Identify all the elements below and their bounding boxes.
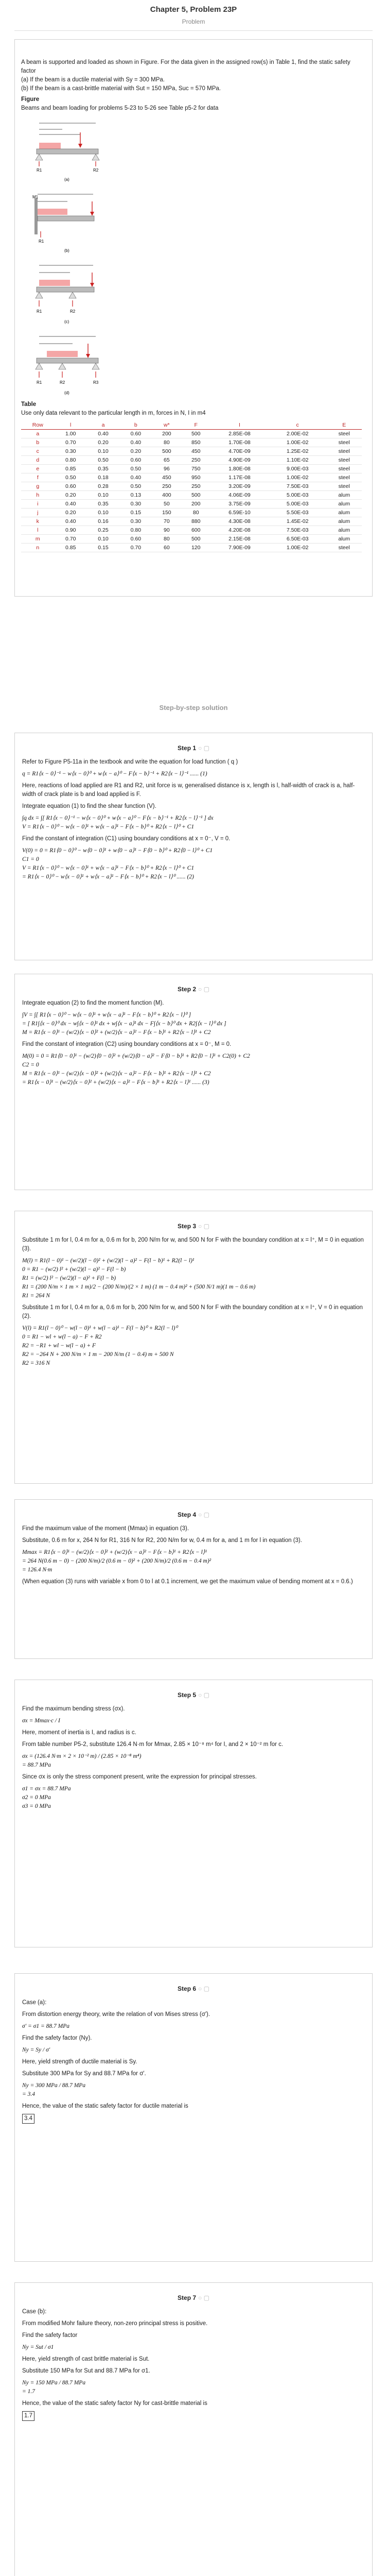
table-cell: 70 bbox=[152, 517, 181, 526]
table-cell: steel bbox=[326, 544, 362, 552]
equation-line: σ1 = σx = 88.7 MPa bbox=[22, 1786, 71, 1792]
table-cell: 0.85 bbox=[55, 544, 87, 552]
step-status-icon: ○ ▢ bbox=[198, 1511, 209, 1518]
equation-line: M(0) = 0 = R1⟨0 − 0⟩¹ − (w/2)⟨0 − 0⟩² + (w/2)⟨0 − a⟩² − F⟨0 − b⟩¹ + R2⟨0 − l⟩¹ + C2(0) + C2 bbox=[22, 1053, 250, 1059]
table-header-cell: b bbox=[119, 421, 152, 430]
table-row bbox=[21, 465, 362, 473]
table-cell: 0.50 bbox=[119, 482, 152, 491]
equation-line: R2 = −264 N + 200 N/m × 1 m − 200 N/m (1 − 0.4) m + 500 N bbox=[22, 1351, 174, 1358]
step-status-icon: ○ ▢ bbox=[198, 1691, 209, 1699]
text-line: Here, reactions of load applied are R1 and R2, unit force is w, generalised distance is x, length is l, half-width of crack is a, half-width of crack plate is b and load applied is F. bbox=[22, 783, 355, 798]
table-cell: 6.59E-10 bbox=[210, 509, 269, 517]
table-row bbox=[21, 482, 362, 491]
table-cell: 250 bbox=[181, 482, 210, 491]
table-cell: 0.40 bbox=[55, 500, 87, 509]
beam-figure-a bbox=[31, 117, 109, 184]
table-cell: alum bbox=[326, 535, 362, 544]
svg-text:R2: R2 bbox=[93, 168, 99, 173]
text-line: Here, yield strength of cast brittle material is Sut. bbox=[22, 2356, 150, 2362]
text-line: Substitute, 0.6 m for x, 264 N for R1, 316 N for R2, 200 N/m for w, 0.4 m for a, and 1 m for l in equation (3). bbox=[22, 1537, 302, 1544]
svg-text:R1: R1 bbox=[37, 309, 42, 314]
equation-line: Ny = 150 MPa / 88.7 MPa bbox=[22, 2380, 86, 2386]
equation-line: V = R1⟨x − 0⟩⁰ − w⟨x − 0⟩¹ + w⟨x − a⟩¹ − F⟨x − b⟩⁰ + R2⟨x − l⟩⁰ + C1 bbox=[22, 865, 195, 871]
equation-line: M = R1⟨x − 0⟩¹ − (w/2)⟨x − 0⟩² + (w/2)⟨x − a⟩² − F⟨x − b⟩¹ + R2⟨x − l⟩¹ + C2 bbox=[22, 1071, 211, 1077]
table-cell: 0.15 bbox=[87, 544, 119, 552]
equation-line: = 1.7 bbox=[22, 2388, 36, 2395]
equation-line: = [ R1∫⟨x − 0⟩⁰ dx − w∫⟨x − 0⟩¹ dx + w∫⟨x − a⟩¹ dx − F∫⟨x − b⟩⁰ dx + R2∫⟨x − l⟩⁰ dx ] bbox=[22, 1021, 226, 1027]
table-cell: 1.00E-02 bbox=[269, 438, 327, 447]
text-line: (When equation (3) runs with variable x from 0 to l at 0.1 increment, we get the maximum value of bending moment at x = 0.6.) bbox=[22, 1579, 353, 1585]
table-cell: 0.35 bbox=[87, 500, 119, 509]
table-cell: 1.00E-02 bbox=[269, 544, 327, 552]
table-cell: 0.30 bbox=[55, 447, 87, 456]
equation-line: 0 = R1 − wl + w(l − a) − F + R2 bbox=[22, 1334, 102, 1340]
text-line: From distortion energy theory, write the relation of von Mises stress (σ′). bbox=[22, 2011, 210, 2018]
table-cell: steel bbox=[326, 438, 362, 447]
table-caption: Use only data relevant to the particular length in m, forces in N, I in m4 bbox=[21, 410, 206, 416]
equation-line: V = R1⟨x − 0⟩⁰ − w⟨x − 0⟩¹ + w⟨x − a⟩¹ − F⟨x − b⟩⁰ + R2⟨x − l⟩⁰ + C1 bbox=[22, 824, 195, 830]
table-cell: 6.50E-03 bbox=[269, 535, 327, 544]
fig-d-label: (d) bbox=[64, 391, 69, 395]
page-title: Chapter 5, Problem 23P bbox=[150, 5, 237, 14]
table-cell: 0.40 bbox=[119, 438, 152, 447]
table-cell: c bbox=[21, 447, 55, 456]
table-cell: alum bbox=[326, 526, 362, 535]
figure-label: Figure bbox=[21, 96, 40, 103]
table-cell: 120 bbox=[181, 544, 210, 552]
equation-line: R1 = (200 N/m × 1 m × 1 m)/2 − (200 N/m)/(2 × 1 m) (1 m − 0.4 m)² + (500 N/1 m)(1 m − 0.6 m) bbox=[22, 1284, 256, 1290]
table-cell: 0.60 bbox=[119, 430, 152, 438]
table-cell: 0.80 bbox=[119, 526, 152, 535]
table-header-cell: F bbox=[181, 421, 210, 430]
table-cell: 90 bbox=[152, 526, 181, 535]
table-cell: 4.20E-08 bbox=[210, 526, 269, 535]
table-cell: 0.10 bbox=[87, 447, 119, 456]
table-cell: 5.50E-03 bbox=[269, 509, 327, 517]
table-cell: 0.90 bbox=[55, 526, 87, 535]
table-cell: 0.50 bbox=[55, 473, 87, 482]
beam-figure-d bbox=[31, 330, 109, 397]
table-cell: 0.13 bbox=[119, 491, 152, 500]
table-cell: 0.20 bbox=[55, 491, 87, 500]
table-cell: 200 bbox=[181, 500, 210, 509]
table-cell: alum bbox=[326, 491, 362, 500]
table-row bbox=[21, 517, 362, 526]
table-cell: 250 bbox=[152, 482, 181, 491]
equation-line: σx = Mmax·c / I bbox=[22, 1718, 60, 1724]
table-cell: 5.00E-03 bbox=[269, 500, 327, 509]
svg-text:R1: R1 bbox=[37, 380, 42, 385]
step-card bbox=[14, 2282, 373, 2576]
table-cell: 450 bbox=[152, 473, 181, 482]
text-line: Find the constant of integration (C1) using boundary conditions at x = 0⁻, V = 0. bbox=[22, 836, 231, 842]
table-cell: steel bbox=[326, 473, 362, 482]
table-cell: steel bbox=[326, 456, 362, 465]
table-cell: 0.10 bbox=[87, 535, 119, 544]
text-line: Find the safety factor (Ny). bbox=[22, 2035, 92, 2041]
table-header-cell: E bbox=[326, 421, 362, 430]
svg-text:R2: R2 bbox=[60, 380, 65, 385]
table-cell: d bbox=[21, 456, 55, 465]
step-title: Step 2 bbox=[178, 986, 197, 993]
table-cell: 3.75E-09 bbox=[210, 500, 269, 509]
problem-subtitle: Problem bbox=[182, 18, 205, 25]
table-cell: i bbox=[21, 500, 55, 509]
table-cell: l bbox=[21, 526, 55, 535]
text-line: Integrate equation (2) to find the moment function (M). bbox=[22, 1000, 164, 1006]
table-cell: 0.60 bbox=[55, 482, 87, 491]
svg-text:R1: R1 bbox=[37, 168, 42, 173]
table-cell: 0.30 bbox=[119, 500, 152, 509]
step-card bbox=[14, 733, 373, 960]
table-cell: 5.00E-03 bbox=[269, 491, 327, 500]
table-cell: 4.06E-09 bbox=[210, 491, 269, 500]
table-cell: steel bbox=[326, 430, 362, 438]
table-cell: 500 bbox=[152, 447, 181, 456]
table-cell: 0.70 bbox=[119, 544, 152, 552]
svg-text:R2: R2 bbox=[70, 309, 76, 314]
equation-line: = 264 N(0.6 m − 0) − (200 N/m)/2 (0.6 m − 0)² + (200 N/m)/2 (0.6 m − 0.4 m)² bbox=[22, 1558, 212, 1564]
text-line: Here, yield strength of ductile material is Sy. bbox=[22, 2059, 137, 2065]
equation-line: M = R1⟨x − 0⟩¹ − (w/2)⟨x − 0⟩² + (w/2)⟨x − a⟩² − F⟨x − b⟩¹ + R2⟨x − l⟩¹ + C2 bbox=[22, 1029, 211, 1036]
equation-line: Ny = Sy / σ′ bbox=[22, 2047, 50, 2053]
text-line: Substitute 1 m for l, 0.4 m for a, 0.6 m for b, 200 N/m for w, and 500 N for F with the boundary condition at x = l⁺, M = 0 in equation (3). bbox=[22, 1237, 364, 1252]
table-cell: 0.40 bbox=[87, 430, 119, 438]
table-cell: 600 bbox=[181, 526, 210, 535]
table-header-cell: I bbox=[210, 421, 269, 430]
text-line: Find the maximum bending stress (σx). bbox=[22, 1706, 125, 1712]
table-cell: alum bbox=[326, 509, 362, 517]
table-cell: k bbox=[21, 517, 55, 526]
table-cell: 0.35 bbox=[87, 465, 119, 473]
table-header-cell: a bbox=[87, 421, 119, 430]
equation-line: Ny = Sut / σ1 bbox=[22, 2344, 54, 2350]
table-cell: 0.20 bbox=[119, 447, 152, 456]
equation-line: = 126.4 N·m bbox=[22, 1567, 52, 1573]
table-cell: 0.60 bbox=[119, 535, 152, 544]
step-title: Step 7 bbox=[178, 2294, 197, 2301]
svg-text:R1: R1 bbox=[39, 239, 44, 244]
text-line: Here, moment of inertia is I, and radius is c. bbox=[22, 1730, 136, 1736]
table-cell: 80 bbox=[152, 438, 181, 447]
table-cell: 880 bbox=[181, 517, 210, 526]
text-line: Find the safety factor bbox=[22, 2332, 78, 2338]
step-title: Step 1 bbox=[178, 744, 197, 752]
table-cell: 0.10 bbox=[87, 509, 119, 517]
table-cell: 9.00E-03 bbox=[269, 465, 327, 473]
table-cell: 0.70 bbox=[55, 438, 87, 447]
table-cell: 0.85 bbox=[55, 465, 87, 473]
equation-line: Mmax = R1⟨x − 0⟩¹ − (w/2)⟨x − 0⟩² + (w/2)⟨x − a⟩² − F⟨x − b⟩¹ + R2⟨x − l⟩¹ bbox=[22, 1549, 207, 1555]
equation-line: 0 = R1 − (w/2) l² + (w/2)(l − a)² − F(l − b) bbox=[22, 1266, 126, 1273]
table-cell: 750 bbox=[181, 465, 210, 473]
step-card bbox=[14, 974, 373, 1190]
table-cell: 1.00E-02 bbox=[269, 473, 327, 482]
table-cell: 1.70E-08 bbox=[210, 438, 269, 447]
table-cell: 950 bbox=[181, 473, 210, 482]
text-line: Integrate equation (1) to find the shear function (V). bbox=[22, 803, 156, 809]
table-cell: 1.10E-02 bbox=[269, 456, 327, 465]
fig-b-label: (b) bbox=[64, 248, 69, 253]
equation-line: ∫V = ∫[ R1⟨x − 0⟩⁰ − w⟨x − 0⟩¹ + w⟨x − a⟩¹ − F⟨x − b⟩⁰ + R2⟨x − l⟩⁰ ] bbox=[22, 1012, 191, 1018]
table-cell: j bbox=[21, 509, 55, 517]
table-cell: 2.85E-08 bbox=[210, 430, 269, 438]
table-cell: 0.70 bbox=[55, 535, 87, 544]
table-cell: 7.50E-03 bbox=[269, 526, 327, 535]
table-cell: 0.25 bbox=[87, 526, 119, 535]
text-line: Substitute 150 MPa for Sut and 88.7 MPa for σ1. bbox=[22, 2368, 150, 2374]
problem-card bbox=[14, 39, 373, 597]
equation-line: V(0) = 0 = R1⟨0 − 0⟩⁰ − w⟨0 − 0⟩¹ + w⟨0 − a⟩¹ − F⟨0 − b⟩⁰ + R2⟨0 − l⟩⁰ + C1 bbox=[22, 848, 213, 854]
step-title: Step 4 bbox=[178, 1511, 197, 1518]
table-row bbox=[21, 447, 362, 456]
table-cell: 1.25E-02 bbox=[269, 447, 327, 456]
equation-line: = 88.7 MPa bbox=[22, 1762, 51, 1768]
equation-line: = R1⟨x − 0⟩⁰ − w⟨x − 0⟩¹ + w⟨x − a⟩¹ − F⟨x − b⟩⁰ + R2⟨x − l⟩⁰ ...... (2) bbox=[22, 874, 194, 880]
final-answer bbox=[22, 2114, 365, 2124]
table-cell: m bbox=[21, 535, 55, 544]
table-cell: 0.18 bbox=[87, 473, 119, 482]
table-cell: 0.60 bbox=[119, 456, 152, 465]
table-cell: 0.40 bbox=[119, 473, 152, 482]
figure-caption: Beams and beam loading for problems 5-23 to 5-26 see Table p5-2 for data bbox=[21, 105, 219, 111]
beam-figure-c bbox=[31, 259, 109, 326]
table-cell: 0.28 bbox=[87, 482, 119, 491]
table-cell: 50 bbox=[152, 500, 181, 509]
table-cell: 400 bbox=[152, 491, 181, 500]
table-header-cell: c bbox=[269, 421, 327, 430]
text-line: Hence, the value of the static safety factor Ny for cast-brittle material is bbox=[22, 2400, 207, 2406]
table-cell: 500 bbox=[181, 491, 210, 500]
equation-line: C2 = 0 bbox=[22, 1062, 39, 1068]
answer-box: 3.4 bbox=[22, 2114, 34, 2124]
table-row bbox=[21, 438, 362, 447]
table-cell: 200 bbox=[152, 430, 181, 438]
step-status-icon: ○ ▢ bbox=[198, 1985, 209, 1992]
data-table bbox=[21, 421, 362, 552]
step-title: Step 6 bbox=[178, 1985, 197, 1992]
equation-line: σ3 = 0 MPa bbox=[22, 1803, 51, 1809]
table-header-cell: Row bbox=[21, 421, 55, 430]
equation-line: V(l) = R1(l − 0)⁰ − w(l − 0)¹ + w(l − a)¹ − F(l − b)⁰ + R2(l − l)⁰ bbox=[22, 1325, 178, 1331]
text-line: Substitute 300 MPa for Sy and 88.7 MPa for σ′. bbox=[22, 2071, 146, 2077]
table-cell: 1.80E-08 bbox=[210, 465, 269, 473]
table-cell: 150 bbox=[152, 509, 181, 517]
table-cell: 4.90E-09 bbox=[210, 456, 269, 465]
table-row bbox=[21, 544, 362, 552]
table-cell: 65 bbox=[152, 456, 181, 465]
table-cell: steel bbox=[326, 465, 362, 473]
table-cell: 7.90E-09 bbox=[210, 544, 269, 552]
table-label: Table bbox=[21, 401, 37, 408]
fig-a-label: (a) bbox=[64, 177, 69, 182]
equation-line: Ny = 300 MPa / 88.7 MPa bbox=[22, 2082, 86, 2089]
svg-text:R3: R3 bbox=[93, 380, 99, 385]
step-title: Step 5 bbox=[178, 1691, 197, 1699]
table-cell: 500 bbox=[181, 535, 210, 544]
answer-box: 1.7 bbox=[22, 2411, 34, 2421]
text-line: Since σx is only the stress component present, write the expression for principal stresses. bbox=[22, 1774, 257, 1780]
table-cell: 500 bbox=[181, 430, 210, 438]
table-cell: 4.70E-09 bbox=[210, 447, 269, 456]
problem-part-b: (b) If the beam is a cast-brittle material with Sut = 150 MPa, Suc = 570 MPa. bbox=[21, 86, 221, 92]
equation-line: R2 = −R1 + wl − w(l − a) + F bbox=[22, 1343, 96, 1349]
table-cell: alum bbox=[326, 500, 362, 509]
table-cell: 0.50 bbox=[87, 456, 119, 465]
equation-line: q = R1⟨x − 0⟩⁻¹ − w⟨x − 0⟩⁰ + w⟨x − a⟩⁰ − F⟨x − b⟩⁻¹ + R2⟨x − l⟩⁻¹ ...... (1) bbox=[22, 771, 207, 777]
table-cell: steel bbox=[326, 447, 362, 456]
table-cell: 96 bbox=[152, 465, 181, 473]
step-card bbox=[14, 1973, 373, 2262]
table-header-cell: w* bbox=[152, 421, 181, 430]
step-status-icon: ○ ▢ bbox=[198, 1223, 209, 1230]
equation-line: σ2 = 0 MPa bbox=[22, 1794, 51, 1801]
table-cell: 60 bbox=[152, 544, 181, 552]
table-cell: 3.20E-09 bbox=[210, 482, 269, 491]
table-row bbox=[21, 500, 362, 509]
table-cell: 0.10 bbox=[87, 491, 119, 500]
step-status-icon: ○ ▢ bbox=[198, 744, 209, 752]
table-cell: 0.20 bbox=[87, 438, 119, 447]
text-line: Refer to Figure P5-11a in the textbook and write the equation for load function ( q ) bbox=[22, 759, 238, 765]
equation-line: R1 = 264 N bbox=[22, 1293, 50, 1299]
table-cell: 850 bbox=[181, 438, 210, 447]
table-row bbox=[21, 456, 362, 465]
step-status-icon: ○ ▢ bbox=[198, 2294, 209, 2301]
table-cell: 1.45E-02 bbox=[269, 517, 327, 526]
table-header-cell: l bbox=[55, 421, 87, 430]
equation-line: σ′ = σ1 = 88.7 MPa bbox=[22, 2023, 69, 2029]
text-line: Find the constant of integration (C2) using boundary conditions at x = 0⁻, M = 0. bbox=[22, 1041, 232, 1047]
text-line: Case (b): bbox=[22, 2309, 47, 2315]
table-cell: f bbox=[21, 473, 55, 482]
solution-heading: Step-by-step solution bbox=[159, 704, 228, 711]
table-cell: b bbox=[21, 438, 55, 447]
table-cell: steel bbox=[326, 482, 362, 491]
table-cell: 250 bbox=[181, 456, 210, 465]
table-cell: 0.50 bbox=[119, 465, 152, 473]
table-header-row bbox=[21, 421, 362, 430]
table-row bbox=[21, 430, 362, 438]
table-row bbox=[21, 526, 362, 535]
step-card bbox=[14, 1499, 373, 1659]
problem-part-a: (a) If the beam is a ductile material with Sy = 300 MPa. bbox=[21, 77, 165, 83]
text-line: Hence, the value of the static safety factor for ductile material is bbox=[22, 2103, 188, 2109]
equation-line: σx = (126.4 N·m × 2 × 10⁻² m) / (2.85 × 10⁻⁸ m⁴) bbox=[22, 1753, 142, 1759]
text-line: Case (a): bbox=[22, 1999, 47, 2006]
equation-line: R2 = 316 N bbox=[22, 1360, 50, 1366]
equation-line: = R1⟨x − 0⟩¹ − (w/2)⟨x − 0⟩² + (w/2)⟨x − a⟩² − F⟨x − b⟩¹ + R2⟨x − l⟩¹ ...... (3) bbox=[22, 1079, 209, 1086]
equation-line: ∫q dx = ∫[ R1⟨x − 0⟩⁻¹ − w⟨x − 0⟩⁰ + w⟨x − a⟩⁰ − F⟨x − b⟩⁻¹ + R2⟨x − l⟩⁻¹ ] dx bbox=[22, 815, 214, 821]
table-cell: h bbox=[21, 491, 55, 500]
equation-line: = 3.4 bbox=[22, 2091, 36, 2097]
page-header bbox=[0, 0, 387, 31]
step-card bbox=[14, 1211, 373, 1484]
table-row bbox=[21, 473, 362, 482]
problem-intro: A beam is supported and loaded as shown in Figure. For the data given in the assigned row(s) in Table 1, find the static safety factor bbox=[21, 59, 350, 74]
table-cell: 1.00 bbox=[55, 430, 87, 438]
table-cell: 2.00E-02 bbox=[269, 430, 327, 438]
text-line: Substitute 1 m for l, 0.4 m for a, 0.6 m for b, 200 N/m for w, and 500 N for F with the boundary condition at x = l⁺, V = 0 in equation (2). bbox=[22, 1304, 363, 1319]
equation-line: C1 = 0 bbox=[22, 856, 39, 862]
table-cell: 0.80 bbox=[55, 456, 87, 465]
table-cell: 4.30E-08 bbox=[210, 517, 269, 526]
beam-figure-b bbox=[31, 188, 109, 255]
table-cell: a bbox=[21, 430, 55, 438]
table-cell: 80 bbox=[181, 509, 210, 517]
text-line: From modified Mohr failure theory, non-zero principal stress is positive. bbox=[22, 2320, 208, 2327]
step-title: Step 3 bbox=[178, 1223, 197, 1230]
final-answer bbox=[22, 2411, 365, 2421]
table-cell: 1.17E-08 bbox=[210, 473, 269, 482]
table-cell: 80 bbox=[152, 535, 181, 544]
header-divider bbox=[14, 30, 373, 31]
step-status-icon: ○ ▢ bbox=[198, 986, 209, 993]
table-cell: 7.50E-03 bbox=[269, 482, 327, 491]
equation-line: M(l) = R1(l − 0)¹ − (w/2)(l − 0)² + (w/2)(l − a)² − F(l − b)¹ + R2(l − l)¹ bbox=[22, 1258, 195, 1264]
table-row bbox=[21, 535, 362, 544]
table-cell: alum bbox=[326, 517, 362, 526]
table-cell: 0.30 bbox=[119, 517, 152, 526]
table-cell: 0.16 bbox=[87, 517, 119, 526]
table-row bbox=[21, 509, 362, 517]
table-row bbox=[21, 491, 362, 500]
table-cell: 0.40 bbox=[55, 517, 87, 526]
table-cell: 0.20 bbox=[55, 509, 87, 517]
step-card bbox=[14, 1680, 373, 1947]
fig-c-label: (c) bbox=[64, 319, 69, 324]
table-cell: 2.15E-08 bbox=[210, 535, 269, 544]
text-line: From table number P5-2, substitute 126.4 N·m for Mmax, 2.85 × 10⁻⁸ m⁴ for I, and 2 × 10⁻² m for c. bbox=[22, 1741, 284, 1748]
table-cell: e bbox=[21, 465, 55, 473]
equation-line: R1 = (w/2) l² − (w/2)(l − a)² + F(l − b) bbox=[22, 1275, 116, 1281]
table-cell: 0.15 bbox=[119, 509, 152, 517]
table-cell: g bbox=[21, 482, 55, 491]
svg-text:M1: M1 bbox=[32, 195, 39, 199]
text-line: Find the maximum value of the moment (Mmax) in equation (3). bbox=[22, 1526, 189, 1532]
table-cell: n bbox=[21, 544, 55, 552]
table-cell: 450 bbox=[181, 447, 210, 456]
